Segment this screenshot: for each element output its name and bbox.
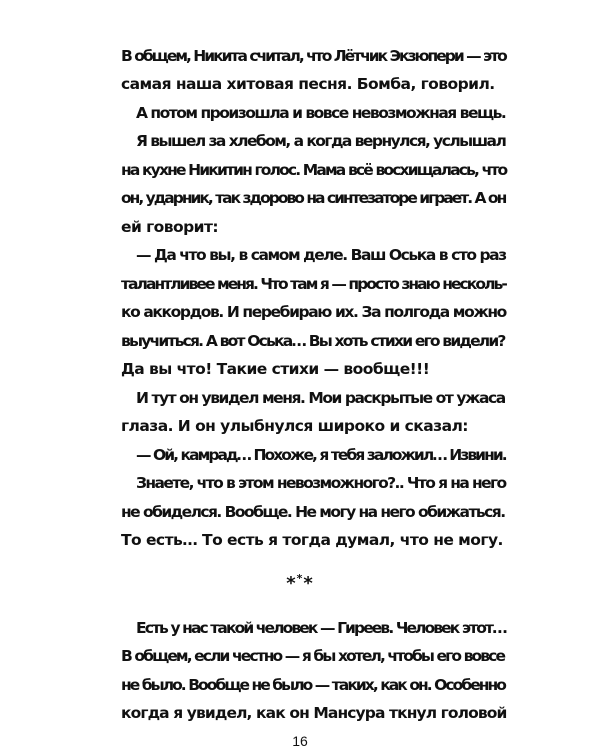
section-separator <box>0 572 600 594</box>
text-line: не обиделся. Вообще. Не могу на него обижаться. <box>121 503 505 521</box>
text-line: выучиться. А вот Оська… Вы хоть стихи его видели? <box>121 332 505 350</box>
text-line: — Да что вы, в самом деле. Ваш Оська в сто раз <box>136 246 506 264</box>
text-line: не было. Вообще не было — таких, как он. Особенно <box>121 676 505 694</box>
text-line: талантливее меня. Что там я — просто знаю несколь- <box>121 275 506 293</box>
text-line: Да вы что! Такие стихи — вообще!!! <box>121 360 430 378</box>
separator-star: * <box>286 573 297 594</box>
text-line: Знаете, что в этом невозможного?.. Что я на него <box>136 474 506 492</box>
separator-star: * <box>303 573 314 594</box>
text-line: он, ударник, так здорово на синтезаторе играет. А он <box>121 189 506 207</box>
text-line: Я вышел за хлебом, а когда вернулся, услышал <box>136 132 506 150</box>
text-line: А потом произошла и вовсе невозможная вещь. <box>136 104 506 122</box>
text-line: То есть… То есть я тогда думал, что не могу. <box>121 531 503 549</box>
page-number: 16 <box>292 733 308 749</box>
text-line: Есть у нас такой человек — Гиреев. Человек этот… <box>136 619 506 637</box>
text-line: ей говорит: <box>121 218 219 236</box>
text-line: самая наша хитовая песня. Бомба, говорил. <box>121 75 495 93</box>
text-line: В общем, Никита считал, что Лётчик Экзюпери — это <box>121 47 506 65</box>
text-line: И тут он увидел меня. Мои раскрытые от ужаса <box>136 389 505 407</box>
text-line: В общем, если честно — я бы хотел, чтобы его вовсе <box>121 647 505 665</box>
text-line: на кухне Никитин голос. Мама всё восхищалась, что <box>121 161 507 179</box>
text-line: когда я увидел, как он Мансура ткнул головой <box>121 704 507 722</box>
separator-star: * <box>296 572 304 585</box>
text-line: — Ой, камрад… Похоже, я тебя заложил… Извини. <box>136 446 506 464</box>
text-line: глаза. И он улыбнулся широко и сказал: <box>121 417 468 435</box>
text-line: ко аккордов. И перебираю их. За полгода можно <box>121 303 506 321</box>
